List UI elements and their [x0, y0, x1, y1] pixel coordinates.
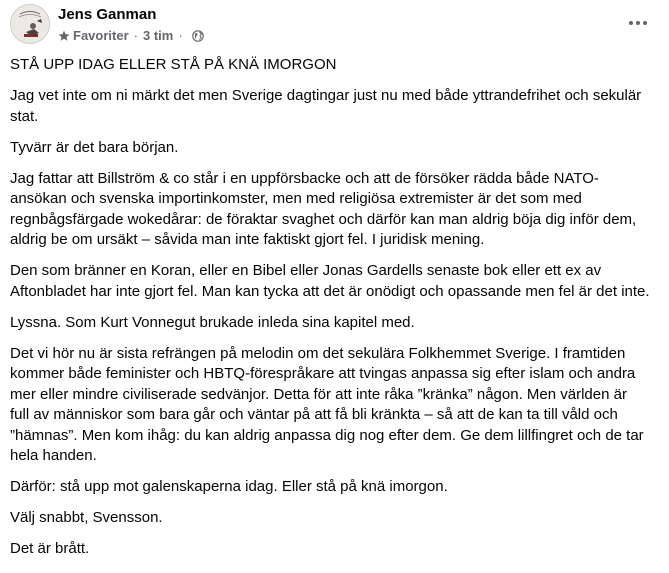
post-paragraph: Lyssna. Som Kurt Vonnegut brukade inleda sina kapitel med.: [10, 313, 415, 331]
more-options-button[interactable]: [622, 10, 654, 36]
avatar-image: [11, 5, 49, 43]
meta-separator-2: ·: [178, 28, 183, 43]
star-icon: [58, 30, 70, 42]
post-body: [10, 55, 650, 570]
post-headline: STÅ UPP IDAG ELLER STÅ PÅ KNÄ IMORGON: [10, 56, 337, 73]
globe-icon[interactable]: [192, 30, 204, 42]
post-timestamp[interactable]: 3 tim: [142, 28, 174, 43]
post-paragraph: Därför: stå upp mot galenskaperna idag. Eller stå på knä imorgon.: [10, 478, 448, 495]
audience-label[interactable]: Favoriter: [73, 28, 129, 43]
author-name[interactable]: Jens Ganman: [58, 6, 157, 23]
more-horizontal-icon: [628, 20, 648, 26]
meta-separator: ·: [133, 28, 138, 43]
post-paragraph: Tyvärr är det bara början.: [10, 138, 179, 156]
post-paragraph: Jag vet inte om ni märkt det men Sverige dagtingar just nu med både yttrandefrihet och sekulär stat.: [10, 87, 642, 125]
post-paragraph: Det är brått.: [10, 540, 90, 557]
post-paragraph: Den som bränner en Koran, eller en Bibel eller Jonas Gardells senaste bok eller ett ex av Aftonbladet har inte gjort fel. Man kan tycka att det är onödigt och opassande men fel är det inte.: [10, 262, 650, 300]
post-paragraph: Välj snabbt, Svensson.: [10, 509, 163, 526]
post-paragraph: Jag fattar att Billström & co står i en uppförsbacke och att de försöker rädda både NATO-ansökan och svenska importinkomster, men med religiösa extremister är det som med regnbågsfärgade wokedårar: de föraktar svaghet och därför kan man aldrig böja dig inför dem, aldrig be om ursäkt – såvida man inte faktiskt gjort fel. I juridisk mening.: [10, 169, 637, 248]
post-paragraph: Det vi hör nu är sista refrängen på melodin om det sekulära Folkhemmet Sverige. I framtiden kommer både feminister och HBTQ-förespråkare att tvingas anpassa sig efter islam och andra mer eller mindre civiliserade sedvänjor. Detta för att inte råka ”kränka” någon. Men världen är full av människor som bara går och väntar på att få bli kränkta – så att de kan ta till våld och ”hämnas”. Men kom ihåg: du kan aldrig anpassa dig nog efter dem. Ge dem lillfingret och de tar hela handen.: [10, 344, 644, 464]
avatar[interactable]: [10, 4, 50, 44]
post-meta: [58, 28, 204, 43]
